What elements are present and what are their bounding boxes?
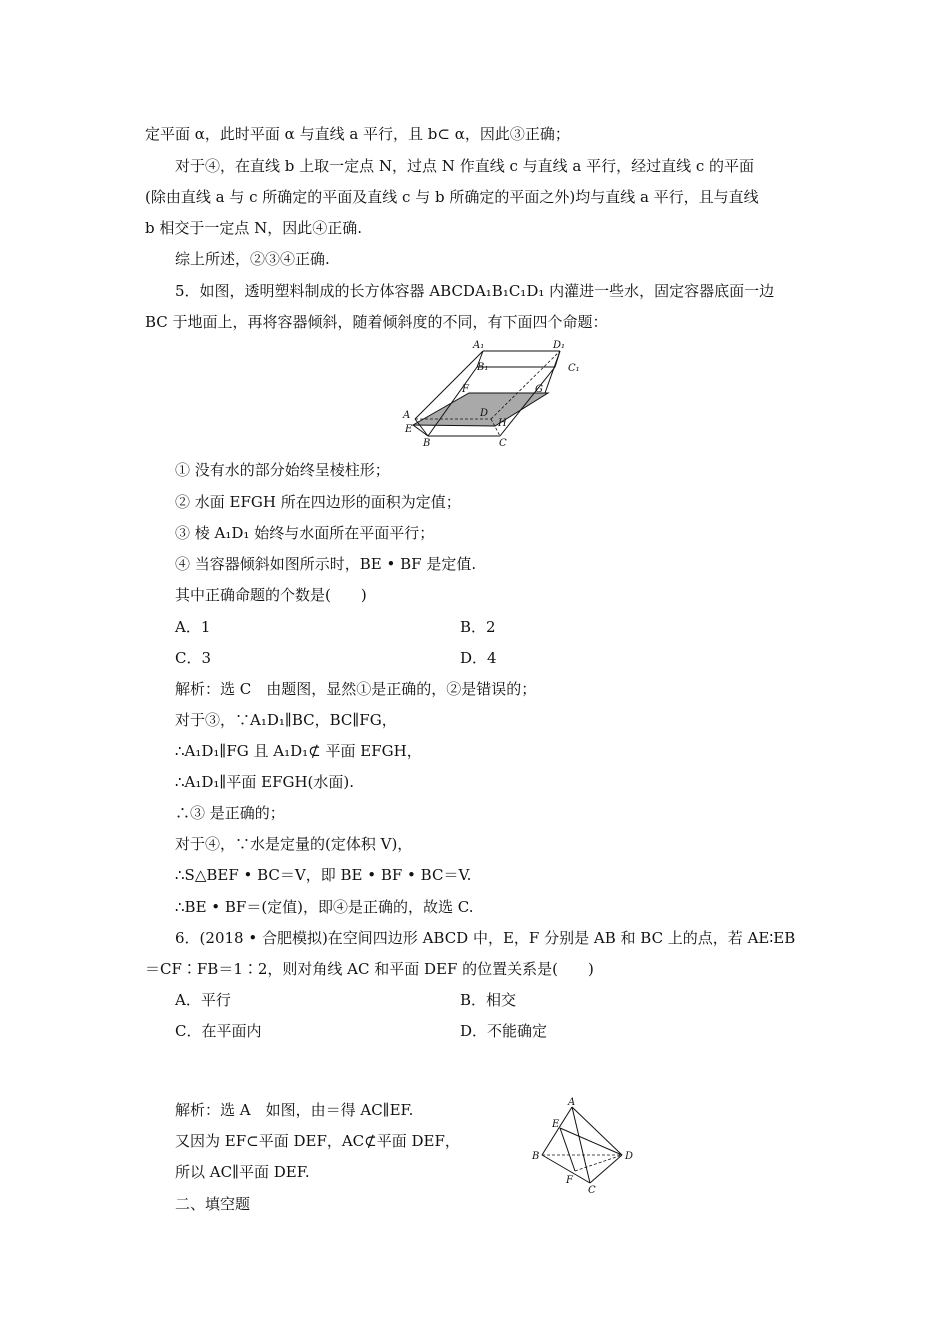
label-C: C <box>588 1185 596 1195</box>
q6-option: A．平行 <box>175 991 231 1009</box>
text-line: 对于④，∵水是定量的(定体积 V)， <box>175 835 413 853</box>
text-line: 5．如图，透明塑料制成的长方体容器 ABCDA₁B₁C₁D₁ 内灌进一些水，固定容器底面一边 <box>175 282 775 300</box>
label-E: E <box>552 1119 560 1130</box>
q6-option: D．不能确定 <box>460 1022 548 1040</box>
label-B1: B₁ <box>477 362 489 373</box>
label-B: B <box>532 1151 540 1162</box>
label-A: A <box>568 1097 576 1108</box>
text-line: 定平面 α，此时平面 α 与直线 a 平行，且 b⊂ α，因此③正确； <box>145 125 570 143</box>
text-line: ③ 棱 A₁D₁ 始终与水面所在平面平行； <box>175 524 435 542</box>
text-line: (除由直线 a 与 c 所确定的平面及直线 c 与 b 所确定的平面之外)均与直线 a 平行，且与直线 <box>145 188 759 206</box>
text-line: ① 没有水的部分始终呈棱柱形； <box>175 461 390 479</box>
label-D: D <box>480 408 489 419</box>
text-line: ∴A₁D₁∥FG 且 A₁D₁⊄ 平面 EFGH， <box>175 742 422 760</box>
label-F: F <box>566 1175 573 1186</box>
label-B: B <box>423 438 431 449</box>
text-line: 所以 AC∥平面 DEF. <box>175 1163 310 1181</box>
label-E: E <box>405 424 413 435</box>
text-line: ∴③ 是正确的； <box>175 804 285 822</box>
text-line: ④ 当容器倾斜如图所示时，BE • BF 是定值. <box>175 555 477 573</box>
q5-option: C．3 <box>175 649 212 667</box>
q6-option: B．相交 <box>460 991 517 1009</box>
text-line: 综上所述，②③④正确. <box>175 250 330 268</box>
text-line: b 相交于一定点 N，因此④正确. <box>145 219 363 237</box>
text-line: 解析：选 C 由题图，显然①是正确的，②是错误的； <box>175 680 537 698</box>
container-figure <box>395 338 595 450</box>
label-D: D <box>625 1151 634 1162</box>
text-line: ＝CF∶FB＝1∶2，则对角线 AC 和平面 DEF 的位置关系是( ) <box>145 960 594 978</box>
label-C1: C₁ <box>568 363 580 374</box>
tetrahedron-figure <box>530 1095 640 1195</box>
label-C: C <box>499 438 507 449</box>
q5-option: D．4 <box>460 649 497 667</box>
label-D1: D₁ <box>553 340 566 351</box>
text-line: 6．(2018 • 合肥模拟)在空间四边形 ABCD 中，E，F 分别是 AB 和 BC 上的点，若 AE∶EB <box>175 929 796 947</box>
text-line: ② 水面 EFGH 所在四边形的面积为定值； <box>175 493 461 511</box>
text-line: BC 于地面上，再将容器倾斜，随着倾斜度的不同，有下面四个命题： <box>145 313 608 331</box>
text-line: 解析：选 A 如图，由＝得 AC∥EF. <box>175 1101 414 1119</box>
text-line: ∴A₁D₁∥平面 EFGH(水面). <box>175 773 355 791</box>
text-line: 对于③，∵A₁D₁∥BC，BC∥FG， <box>175 711 397 729</box>
q5-option: A．1 <box>175 618 211 636</box>
label-H: H <box>498 418 507 429</box>
text-line: ∴BE • BF＝(定值)，即④是正确的，故选 C. <box>175 898 474 916</box>
label-F: F <box>462 384 469 395</box>
q5-option: B．2 <box>460 618 496 636</box>
text-line: ∴S△BEF • BC＝V，即 BE • BF • BC＝V. <box>175 866 472 884</box>
q6-option: C．在平面内 <box>175 1022 262 1040</box>
label-G: G <box>535 384 543 395</box>
text-line: 其中正确命题的个数是( ) <box>175 586 367 604</box>
text-line: 对于④，在直线 b 上取一定点 N，过点 N 作直线 c 与直线 a 平行，经过直线 c 的平面 <box>175 157 755 175</box>
text-line: 又因为 EF⊂平面 DEF，AC⊄平面 DEF， <box>175 1132 460 1150</box>
label-A: A <box>403 410 411 421</box>
label-A1: A₁ <box>473 340 485 351</box>
text-line: 二、填空题 <box>175 1195 251 1213</box>
